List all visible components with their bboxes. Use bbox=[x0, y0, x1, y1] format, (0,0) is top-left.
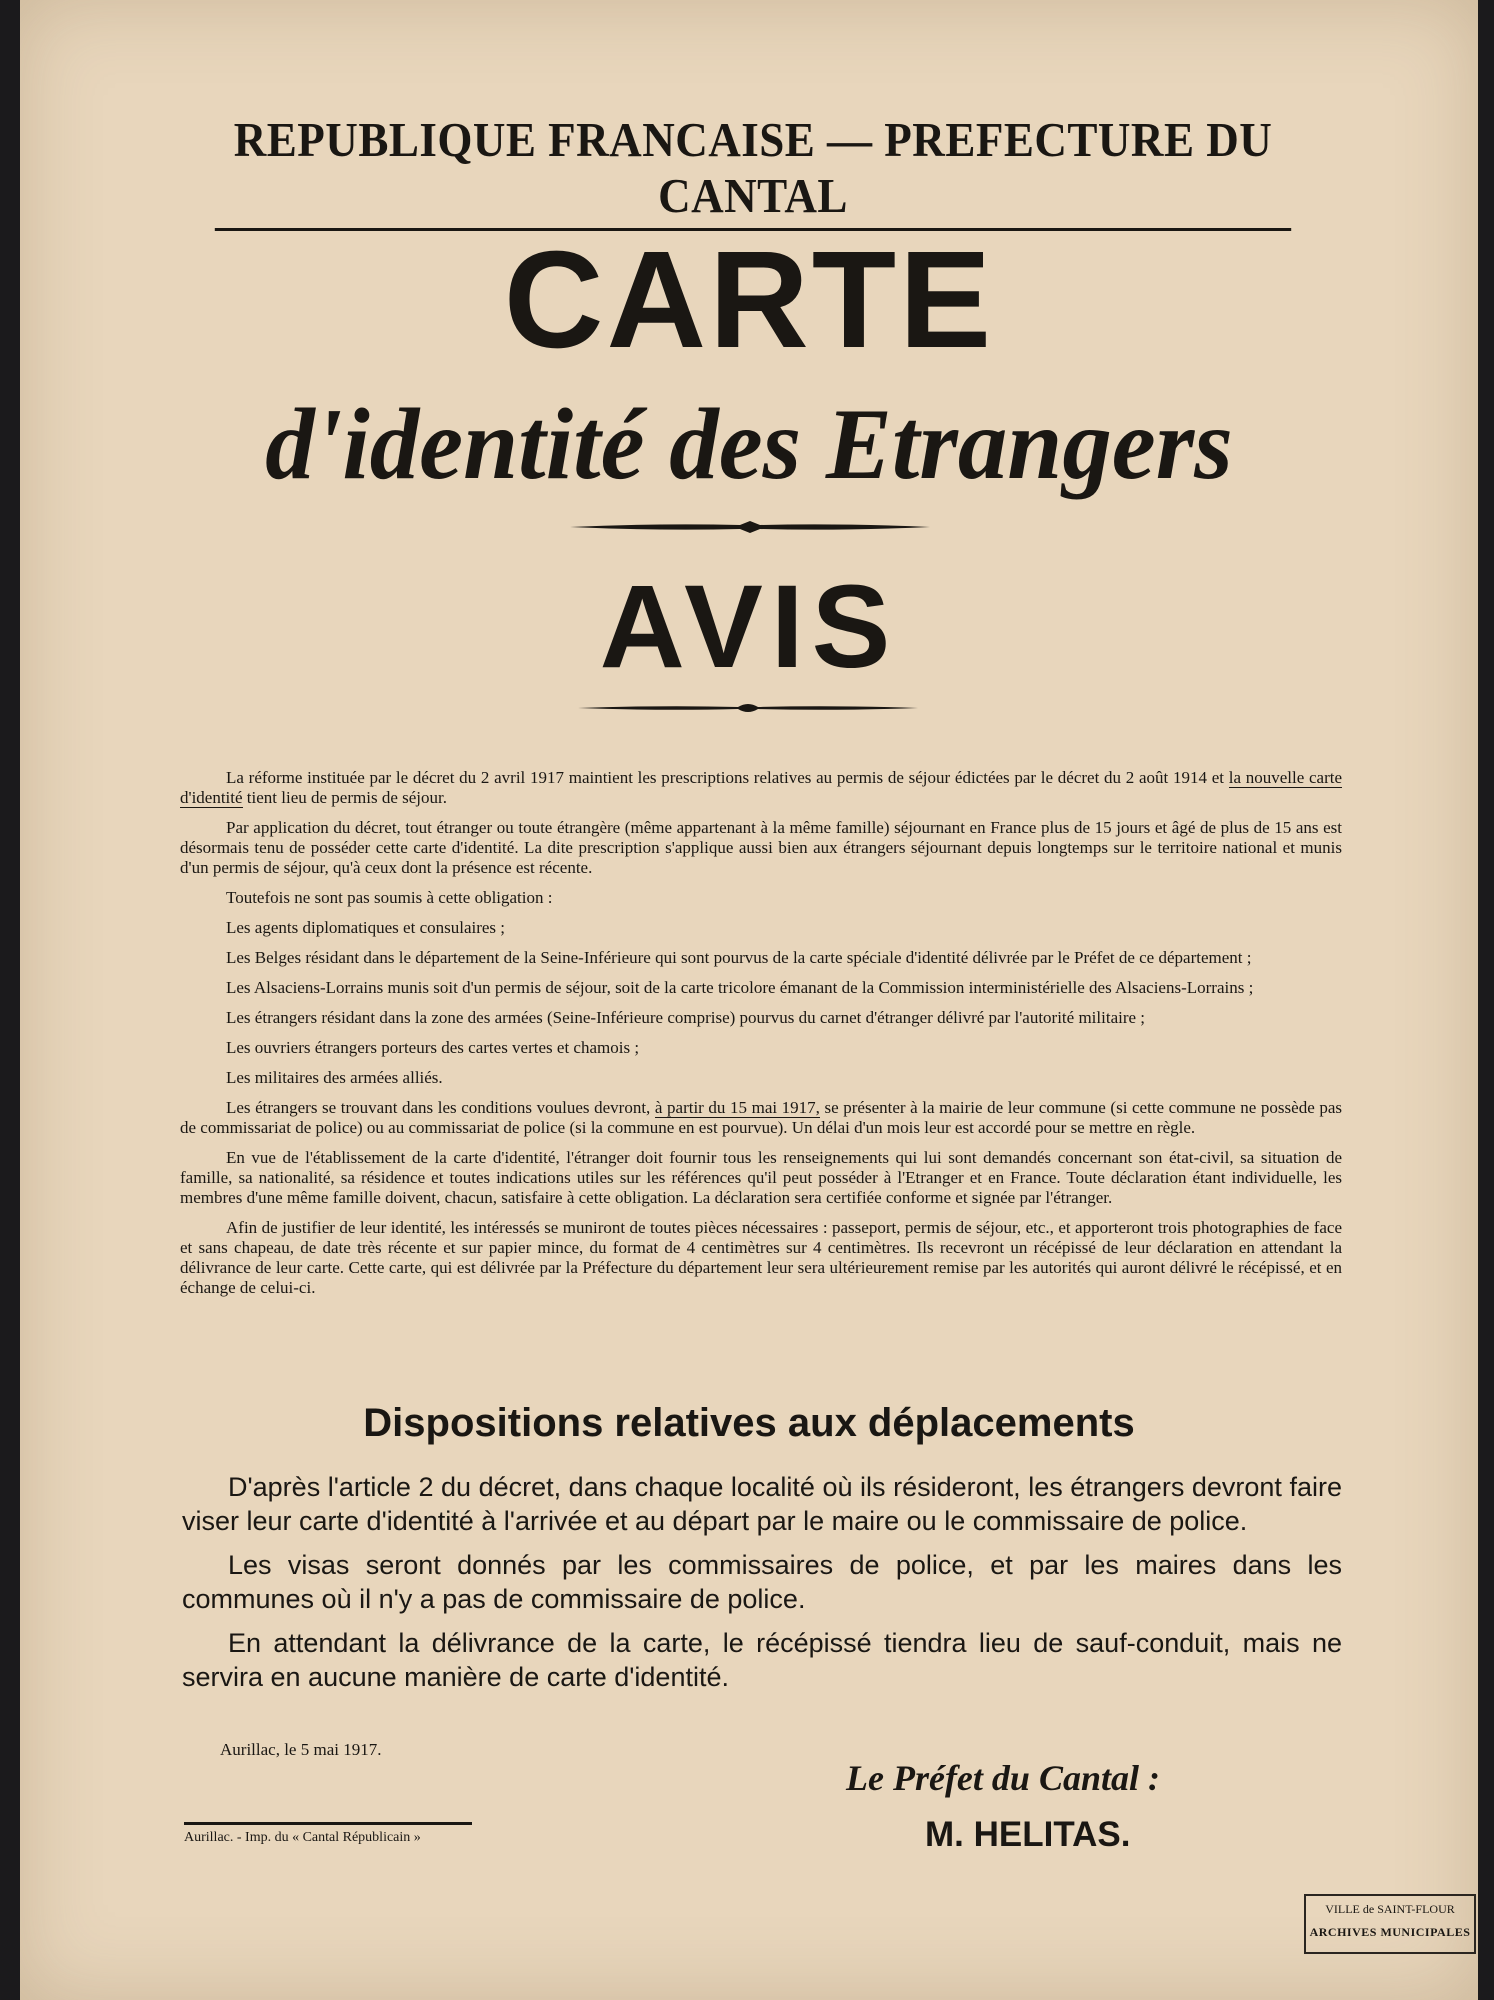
dispositions-title: Dispositions relatives aux déplacements bbox=[363, 1401, 1135, 1445]
paragraph-application: Par application du décret, tout étranger ou toute étrangère (même appartenant à la même famille) séjournant en France plus de 15 jours et âgé de plus de 15 ans est désormais tenu de posséder cette carte d'identité. La dite prescription s'applique aussi bien aux étrangers séjournant depuis longtemps sur le territoire national et munis d'un permis de séjour, qu'à ceux dont la présence est récente. bbox=[180, 818, 1342, 877]
paragraph-exemption-alsaciens: Les Alsaciens-Lorrains munis soit d'un permis de séjour, soit de la carte tricolore émanant de la Commission interministérielle des Alsaciens-Lorrains ; bbox=[226, 978, 1254, 997]
archive-stamp bbox=[1304, 1894, 1476, 1954]
paragraph-exemption-militaires: Les militaires des armées alliés. bbox=[226, 1068, 443, 1087]
date-line: Aurillac, le 5 mai 1917. bbox=[220, 1740, 382, 1759]
title-avis: AVIS bbox=[599, 561, 899, 693]
paragraph-delai bbox=[180, 1098, 1342, 1138]
text: La réforme instituée par le décret du 2 avril 1917 maintient les prescriptions relatives au permis de séjour édictées par le décret du 2 août 1914 et bbox=[226, 768, 1229, 787]
signatory-name: M. HELITAS. bbox=[925, 1815, 1131, 1854]
paragraph-justificatifs: Afin de justifier de leur identité, les intéressés se muniront de toutes pièces nécessaires : passeport, permis de séjour, etc., et apporteront trois photographies de face et sans chapeau, de date très récente et sur papier mince, du format de 4 centimètres sur 4 centimètres. Ils recevront un récépissé de leur déclaration en attendant la délivrance de leur carte. Cette carte, qui est délivrée par la Préfecture du département leur sera ultérieurement remise par les autorités qui auront délivré le récépissé, et en échange de celui-ci. bbox=[180, 1218, 1342, 1297]
dispositions-paragraph-2: Les visas seront donnés par les commissaires de police, et par les maires dans les communes où il n'y a pas de commissaire de police. bbox=[182, 1550, 1342, 1614]
dispositions-paragraph-3: En attendant la délivrance de la carte, le récépissé tiendra lieu de sauf-conduit, mais ne servira en aucune manière de carte d'identité. bbox=[182, 1628, 1342, 1692]
poster-header: REPUBLIQUE FRANCAISE — PREFECTURE DU CANTAL bbox=[215, 112, 1291, 231]
printer-imprint: Aurillac. - Imp. du « Cantal Républicain » bbox=[184, 1830, 421, 1845]
stamp-line-1: VILLE de SAINT-FLOUR bbox=[1325, 1902, 1455, 1916]
paragraph-exemption-belges: Les Belges résidant dans le département de la Seine-Inférieure qui sont pourvus de la carte spéciale d'identité délivrée par le Préfet de ce département ; bbox=[226, 948, 1252, 967]
text: tient lieu de permis de séjour. bbox=[242, 788, 447, 807]
paragraph-reforme bbox=[180, 768, 1342, 808]
paragraph-renseignements: En vue de l'établissement de la carte d'identité, l'étranger doit fournir tous les renseignements qui lui sont demandés concernant son état-civil, sa situation de famille, sa nationalité, sa résidence et toutes indications utiles sur les références qu'il peut posséder à l'Etranger et en France. Toute déclaration étant individuelle, les membres d'une même famille doivent, chacun, satisfaire à cette obligation. La déclaration sera certifiée conforme et signée par l'étranger. bbox=[180, 1148, 1342, 1207]
dispositions-body bbox=[182, 1470, 1342, 1704]
title-identite-etrangers: d'identité des Etrangers bbox=[265, 388, 1233, 501]
text: se présenter à la mairie de leur commune (si cette commune ne possède pas de commissariat de police) ou au commissariat de police (si la commune en est pourvue). Un délai d'un mois leur est accordé pour se mettre en règle. bbox=[180, 1098, 1343, 1137]
poster-sheet bbox=[20, 0, 1478, 2000]
ornament-rule-bottom bbox=[578, 701, 918, 715]
printer-divider bbox=[184, 1822, 472, 1825]
title-carte: CARTE bbox=[503, 223, 995, 377]
dispositions-paragraph-1: D'après l'article 2 du décret, dans chaque localité où ils résideront, les étrangers devront faire viser leur carte d'identité à l'arrivée et au départ par le maire ou le commissaire de police. bbox=[182, 1472, 1342, 1536]
underlined-text: la nouvelle carte d'identité bbox=[180, 768, 1342, 807]
signatory-title: Le Préfet du Cantal : bbox=[846, 1758, 1160, 1798]
paragraph-exemption-diplomats: Les agents diplomatiques et consulaires ; bbox=[226, 918, 506, 937]
notice-body bbox=[180, 768, 1342, 1308]
underlined-text: à partir du 15 mai 1917, bbox=[654, 1098, 820, 1117]
ornament-rule-top bbox=[570, 520, 930, 534]
text: Les étrangers se trouvant dans les conditions voulues devront, bbox=[226, 1098, 655, 1117]
stamp-line-2: ARCHIVES MUNICIPALES bbox=[1309, 1925, 1471, 1939]
paragraph-exemption-zone-armees: Les étrangers résidant dans la zone des armées (Seine-Inférieure comprise) pourvus du carnet d'étranger délivré par l'autorité militaire ; bbox=[226, 1008, 1146, 1027]
paragraph-exemption-ouvriers: Les ouvriers étrangers porteurs des cartes vertes et chamois ; bbox=[226, 1038, 640, 1057]
paragraph-exemptions-intro: Toutefois ne sont pas soumis à cette obligation : bbox=[226, 888, 553, 907]
